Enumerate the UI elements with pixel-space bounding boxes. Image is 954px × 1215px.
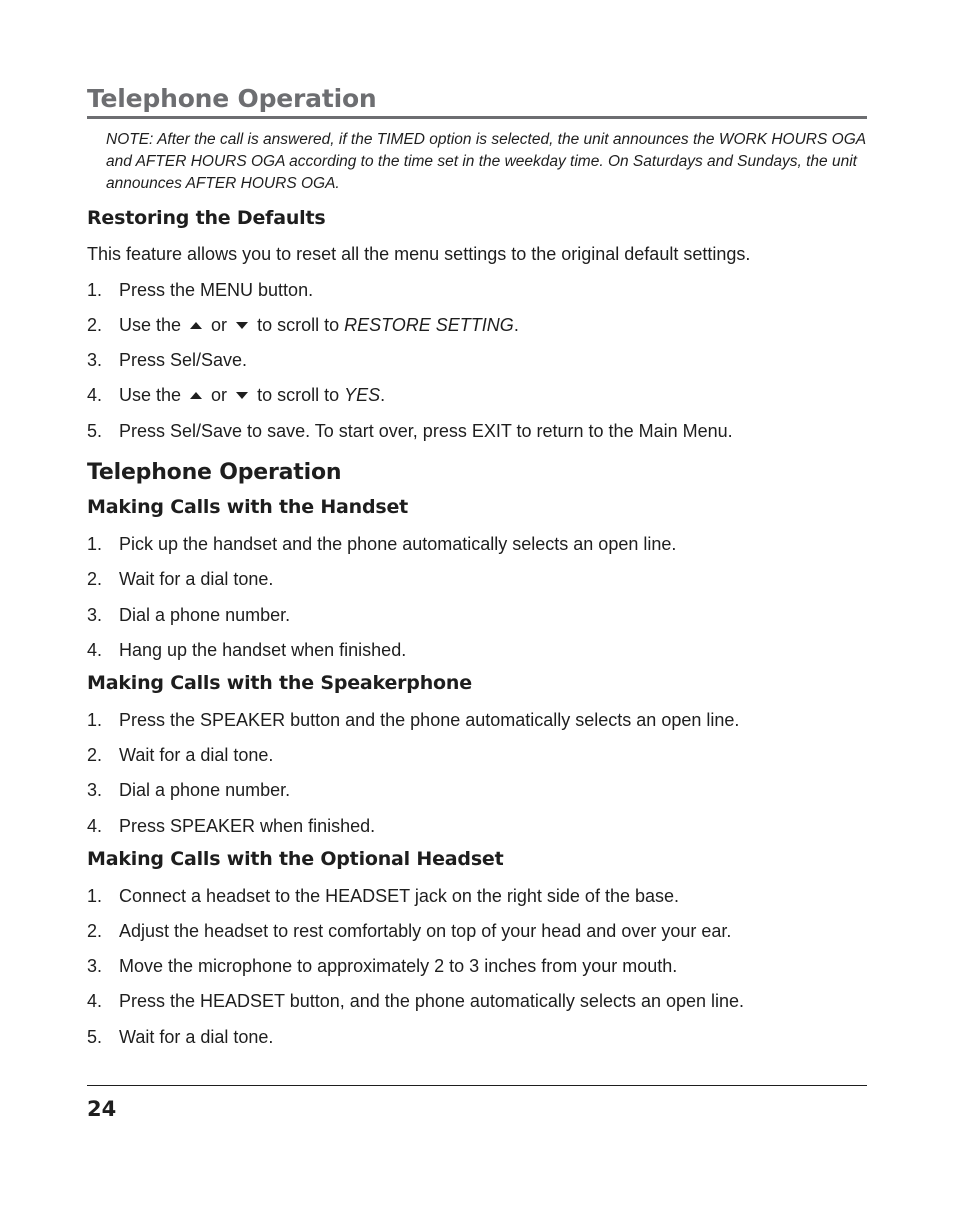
step-target: RESTORE SETTING — [344, 315, 514, 335]
operation-section-title: Telephone Operation — [87, 460, 342, 485]
up-arrow-icon — [190, 322, 202, 329]
step-number: 3. — [87, 956, 103, 976]
step-text: Press the MENU button. — [119, 280, 314, 300]
restore-section-title: Restoring the Defaults — [87, 207, 326, 229]
list-item — [87, 886, 679, 907]
step-text: Move the microphone to approximately 2 to 3 inches from your mouth. — [119, 956, 678, 976]
step-text: Press the HEADSET button, and the phone automatically selects an open line. — [119, 991, 745, 1011]
list-item — [87, 315, 519, 336]
step-text: or — [211, 315, 228, 335]
list-item — [87, 991, 744, 1012]
list-item — [87, 569, 273, 590]
page-header-title: Telephone Operation — [87, 84, 377, 113]
step-text: or — [211, 385, 228, 405]
step-text: to scroll to — [257, 315, 340, 335]
step-number: 5. — [87, 421, 103, 441]
list-item — [87, 421, 733, 442]
step-target: YES — [344, 385, 381, 405]
list-item — [87, 605, 290, 626]
step-number: 4. — [87, 816, 103, 836]
step-number: 2. — [87, 569, 103, 589]
step-text: Hang up the handset when finished. — [119, 640, 407, 660]
step-text: Dial a phone number. — [119, 605, 291, 625]
step-text: Adjust the headset to rest comfortably on top of your head and over your ear. — [119, 921, 732, 941]
step-number: 1. — [87, 280, 103, 300]
step-text: Pick up the handset and the phone automatically selects an open line. — [119, 534, 677, 554]
step-text: Press the SPEAKER button and the phone automatically selects an open line. — [119, 710, 740, 730]
step-text: Press Sel/Save to save. To start over, press EXIT to return to the Main Menu. — [119, 421, 733, 441]
step-number: 3. — [87, 780, 103, 800]
note-text: NOTE: After the call is answered, if the TIMED option is selected, the unit announces the WORK HOURS OGA and AFTER HOURS OGA according to the time set in the weekday time. On Saturdays and Sundays, the unit announces AFTER HOURS OGA. — [106, 131, 866, 192]
step-text: Use the — [119, 385, 182, 405]
step-text: Wait for a dial tone. — [119, 745, 274, 765]
step-text: to scroll to — [257, 385, 340, 405]
list-item — [87, 640, 406, 661]
step-number: 4. — [87, 991, 103, 1011]
list-item — [87, 921, 731, 942]
list-item — [87, 350, 247, 371]
step-text: Connect a headset to the HEADSET jack on the right side of the base. — [119, 886, 680, 906]
list-item — [87, 710, 739, 731]
list-item — [87, 780, 290, 801]
footer-rule — [87, 1085, 867, 1086]
page-number: 24 — [87, 1097, 117, 1121]
step-number: 2. — [87, 921, 103, 941]
step-number: 3. — [87, 350, 103, 370]
list-item — [87, 956, 677, 977]
step-number: 1. — [87, 886, 103, 906]
step-number: 3. — [87, 605, 103, 625]
list-item — [87, 745, 273, 766]
step-text: Press SPEAKER when finished. — [119, 816, 376, 836]
step-number: 4. — [87, 385, 103, 405]
list-item — [87, 1027, 273, 1048]
step-number: 2. — [87, 315, 103, 335]
step-text: Wait for a dial tone. — [119, 1027, 274, 1047]
list-item — [87, 534, 676, 555]
step-number: 2. — [87, 745, 103, 765]
list-item — [87, 385, 385, 406]
step-number: 1. — [87, 534, 103, 554]
handset-section-title: Making Calls with the Handset — [87, 496, 409, 518]
step-number: 4. — [87, 640, 103, 660]
list-item — [87, 816, 375, 837]
step-number: 1. — [87, 710, 103, 730]
step-text: Wait for a dial tone. — [119, 569, 274, 589]
restore-intro: This feature allows you to reset all the menu settings to the original default settings. — [87, 244, 751, 264]
step-text: Dial a phone number. — [119, 780, 291, 800]
list-item — [87, 280, 313, 301]
down-arrow-icon — [236, 322, 248, 329]
step-text: . — [380, 385, 386, 405]
step-text: . — [513, 315, 519, 335]
headset-section-title: Making Calls with the Optional Headset — [87, 848, 504, 870]
up-arrow-icon — [190, 392, 202, 399]
header-rule — [87, 116, 867, 119]
step-text: Use the — [119, 315, 182, 335]
down-arrow-icon — [236, 392, 248, 399]
step-text: Press Sel/Save. — [119, 350, 248, 370]
step-number: 5. — [87, 1027, 103, 1047]
speaker-section-title: Making Calls with the Speakerphone — [87, 672, 472, 694]
